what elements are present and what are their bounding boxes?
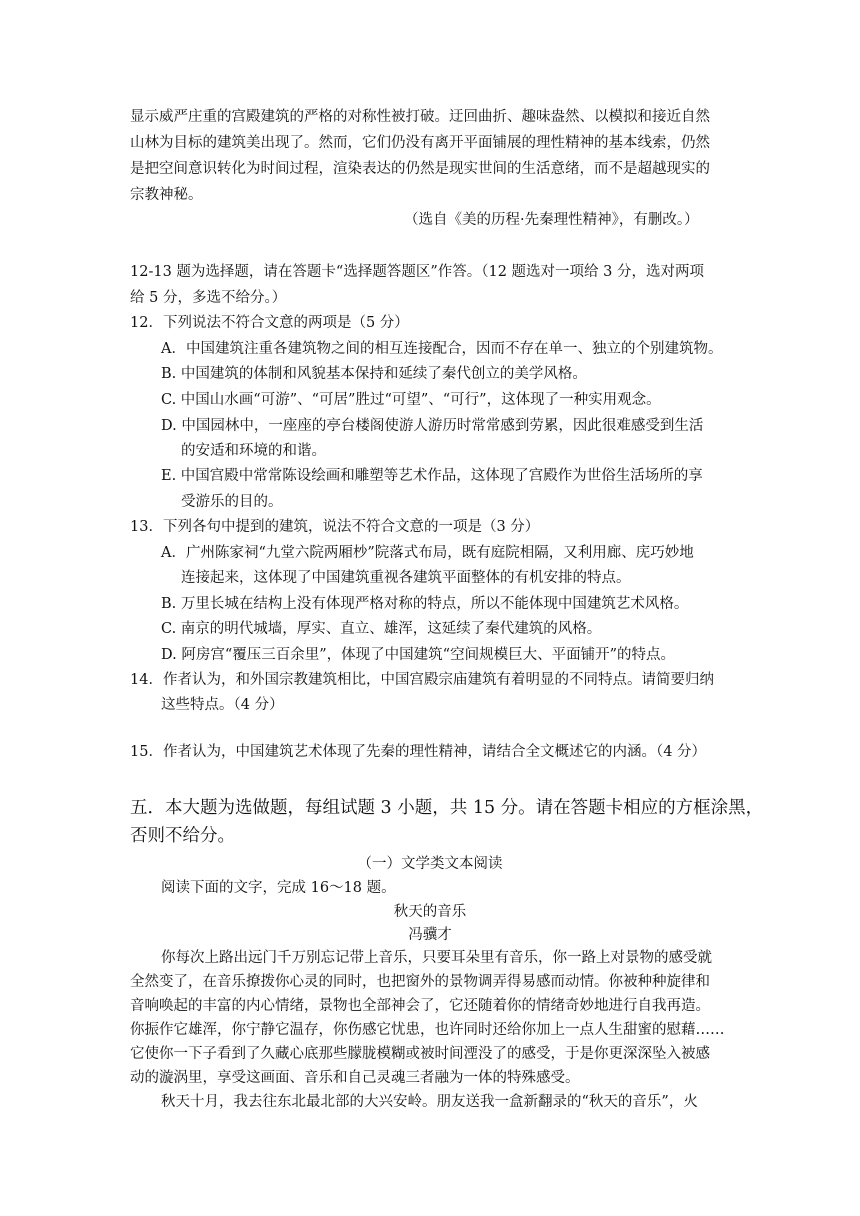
question-13-option-a: A．广州陈家祠“九堂六院两厢杪”院落式布局，既有庭院相隔，又利用廊、庑巧妙地 (161, 545, 694, 561)
passage-source: （选自《美的历程·先秦理性精神》，有删改。） (404, 212, 699, 228)
essay-line: 动的漩涡里，享受这画面、音乐和自己灵魂三者融为一体的特殊感受。 (130, 1070, 580, 1086)
question-12-option-e: E. 中国宫殿中常常陈设绘画和雕塑等艺术作品，这体现了宫殿作为世俗生活场所的享 (161, 468, 703, 484)
question-13-option-c: C. 南京的明代城墙，厚实、直立、雄浑，这延续了秦代建筑的风格。 (161, 621, 602, 637)
question-13-option-a-cont: 连接起来，这体现了中国建筑重视各建筑平面整体的有机安排的特点。 (181, 570, 631, 586)
essay-line: 全然变了，在音乐撩拨你心灵的同时，也把窗外的景物调弄得易感而动情。你被种种旋律和 (130, 974, 710, 990)
group-title: （一）文学类文本阅读 (357, 856, 503, 872)
essay-author: 冯骥才 (408, 927, 452, 943)
essay-line: 它使你一下子看到了久藏心底那些朦胧模糊或被时间湮没了的感受，于是你更深深坠入被感 (130, 1046, 710, 1062)
passage-line: 山林为目标的建筑美出现了。然而，它们仍没有离开平面铺展的理性精神的基本线索，仍然 (130, 135, 710, 151)
passage-line: 是把空间意识转化为时间过程，渲染表达的仍然是现实世间的生活意绪，而不是超越现实的 (130, 161, 710, 177)
question-12-stem: 12．下列说法不符合文意的两项是（5 分） (130, 315, 409, 331)
essay-line: 秋天十月，我去往东北最北部的大兴安岭。朋友送我一盒新翻录的“秋天的音乐”，火 (161, 1094, 698, 1110)
question-13-option-b: B. 万里长城在结构上没有体现严格对称的特点，所以不能体现中国建筑艺术风格。 (161, 596, 689, 612)
passage-line: 显示威严庄重的宫殿建筑的严格的对称性被打破。迂回曲折、趣味盎然、以模拟和接近自然 (130, 109, 710, 125)
question-14-stem-cont: 这些特点。（4 分） (161, 697, 284, 713)
reading-intro: 阅读下面的文字，完成 16～18 题。 (161, 880, 396, 896)
instructions-line: 12-13 题为选择题，请在答题卡“选择题答题区”作答。（12 题选对一项给 3 分，选对两项 (130, 264, 704, 280)
essay-line: 你振作它雄浑，你宁静它温存，你伤感它忧患，也许同时还给你加上一点人生甜蜜的慰藉…… (130, 1022, 725, 1038)
instructions-line: 给 5 分，多选不给分。） (130, 290, 287, 306)
essay-line: 你每次上路出远门千万别忘记带上音乐，只要耳朵里有音乐，你一路上对景物的感受就 (161, 950, 712, 966)
section-heading: 五．本大题为选做题，每组试题 3 小题，共 15 分。请在答题卡相应的方框涂黑， (130, 798, 764, 818)
section-heading-cont: 否则不给分。 (130, 826, 235, 846)
question-12-option-e-cont: 受游乐的目的。 (181, 494, 283, 510)
passage-line: 宗教神秘。 (130, 187, 203, 203)
question-12-option-d: D. 中国园林中，一座座的亭台楼阁使游人游历时常常感到劳累，因此很难感受到生活 (161, 418, 704, 434)
question-12-option-d-cont: 的安适和环境的和谐。 (181, 443, 326, 459)
essay-title: 秋天的音乐 (393, 904, 467, 920)
question-13-option-d: D. 阿房宫“覆压三百余里”，体现了中国建筑“空间规模巨大、平面铺开”的特点。 (161, 647, 675, 663)
essay-line: 音响唤起的丰富的内心情绪，景物也全部神会了，它还随着你的情绪奇妙地进行自我再造。 (130, 998, 710, 1014)
question-12-option-a: A．中国建筑注重各建筑物之间的相互连接配合，因而不存在单一、独立的个别建筑物。 (161, 341, 723, 357)
question-12-option-b: B. 中国建筑的体制和风貌基本保持和延续了秦代创立的美学风格。 (161, 366, 587, 382)
question-13-stem: 13．下列各句中提到的建筑，说法不符合文意的一项是（3 分） (130, 519, 540, 535)
question-14-stem: 14．作者认为，和外国宗教建筑相比，中国宫殿宗庙建筑有着明显的不同特点。请简要归纳 (130, 672, 714, 688)
question-12-option-c: C. 中国山水画“可游”、“可居”胜过“可望”、“可行”，这体现了一种实用观念。 (161, 392, 661, 408)
question-15-stem: 15．作者认为，中国建筑艺术体现了先秦的理性精神，请结合全文概述它的内涵。（4 分） (130, 744, 707, 760)
